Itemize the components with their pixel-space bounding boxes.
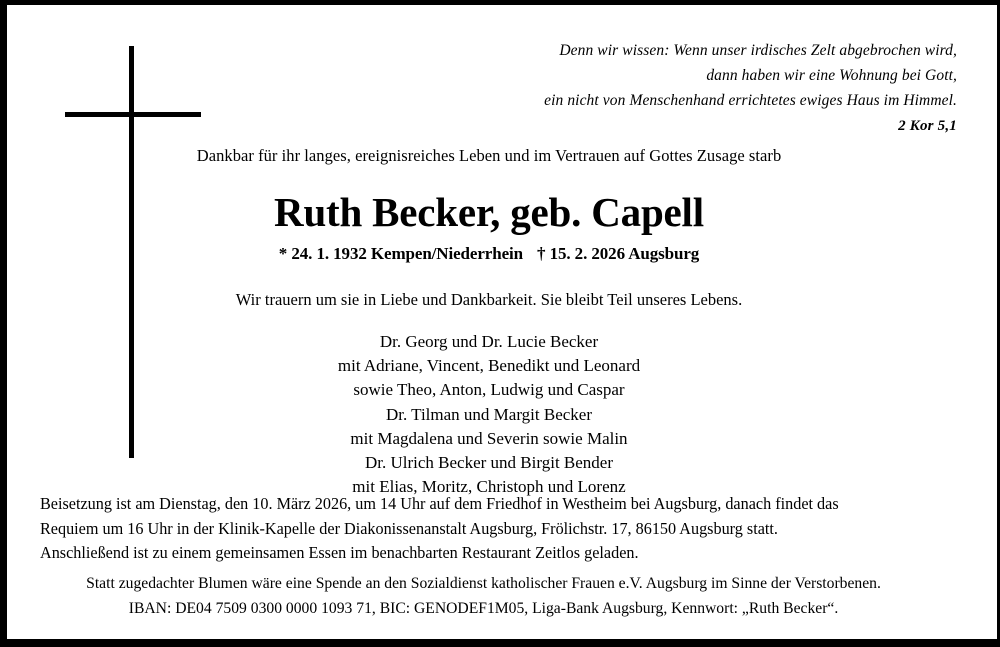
donation-line-1: Statt zugedachter Blumen wäre eine Spende an den Sozialdienst katholischer Frauen e.V. Augsburg im Sinne der Verstorbenen. xyxy=(86,573,881,592)
funeral-line-1: Beisetzung ist am Dienstag, den 10. März 2026, um 14 Uhr auf dem Friedhof in Westheim bei Augsburg, danach findet das xyxy=(40,494,839,513)
deceased-name: Ruth Becker, geb. Capell xyxy=(274,189,704,235)
donation-request xyxy=(40,571,927,620)
life-dates xyxy=(14,243,964,265)
birth-date: * 24. 1. 1932 Kempen/Niederrhein xyxy=(278,244,524,263)
funeral-line-2: Requiem um 16 Uhr in der Klinik-Kapelle der Diakonissenanstalt Augsburg, Frölichstr. 17, 86150 Augsburg statt. xyxy=(40,518,778,538)
main-content-block xyxy=(14,145,964,499)
donation-bank-details: IBAN: DE04 7509 0300 0000 1093 71, BIC: GENODEF1M05, Liga-Bank Augsburg, Kennwort: „Ruth Becker“. xyxy=(128,597,839,617)
notice-page xyxy=(7,5,997,639)
survivor-line: mit Magdalena und Severin sowie Malin xyxy=(350,428,628,448)
survivor-line: mit Adriane, Vincent, Benedikt und Leonard xyxy=(337,356,641,376)
survivors-list xyxy=(14,330,964,499)
verse-reference: 2 Kor 5,1 xyxy=(898,118,957,134)
death-date: † 15. 2. 2026 Augsburg xyxy=(537,244,700,263)
scripture-verse xyxy=(467,38,957,139)
survivor-line: mit Elias, Moritz, Christoph und Lorenz xyxy=(352,477,626,497)
cross-horizontal-bar xyxy=(65,112,201,117)
intro-text: Dankbar für ihr langes, ereignisreiches Leben und im Vertrauen auf Gottes Zusage starb xyxy=(196,146,782,165)
funeral-arrangements xyxy=(40,492,932,566)
funeral-line-3: Anschließend ist zu einem gemeinsamen Essen im benachbarten Restaurant Zeitlos geladen. xyxy=(40,543,639,562)
verse-line-3: ein nicht von Menschenhand errichtetes ewiges Haus im Himmel. xyxy=(544,92,957,109)
mourning-text: Wir trauern um sie in Liebe und Dankbarkeit. Sie bleibt Teil unseres Lebens. xyxy=(235,290,743,309)
survivor-line: Dr. Tilman und Margit Becker xyxy=(385,404,593,424)
survivor-line: Dr. Georg und Dr. Lucie Becker xyxy=(379,332,599,351)
survivor-line: Dr. Ulrich Becker und Birgit Bender xyxy=(364,453,614,473)
survivor-line: sowie Theo, Anton, Ludwig und Caspar xyxy=(353,380,625,400)
verse-line-1: Denn wir wissen: Wenn unser irdisches Zelt abgebrochen wird, xyxy=(559,42,957,59)
verse-line-2: dann haben wir eine Wohnung bei Gott, xyxy=(706,67,957,84)
